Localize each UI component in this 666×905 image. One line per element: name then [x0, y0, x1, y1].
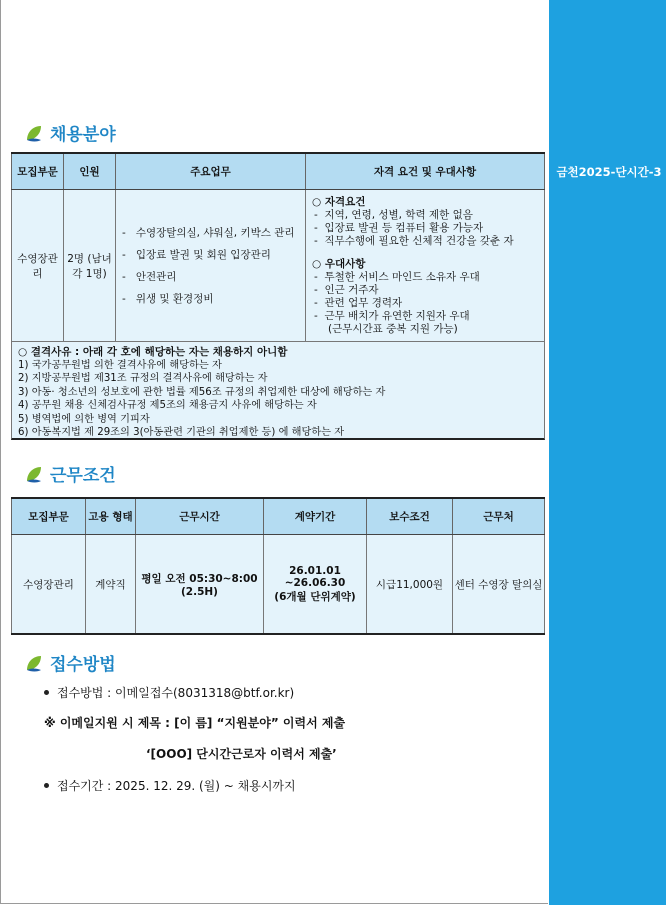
disqualification-item: 3) 아동· 청소년의 성보호에 관한 법률 제56조 규정의 취업제한 대상에 해당하는 자 — [18, 386, 386, 398]
header-dept: 모집부문 — [12, 153, 64, 190]
recruit-table — [11, 152, 545, 342]
document-code: 금천2025-단시간-3 — [556, 165, 662, 179]
section-label: 접수방법 — [50, 655, 116, 675]
duty-item: - 위생 및 환경정비 — [122, 292, 214, 305]
count-cell: 2명 (남녀 각 1명) — [64, 190, 116, 342]
disqualification-item: 4) 공무원 채용 신체검사규정 제5조의 채용금지 사유에 해당하는 자 — [18, 400, 317, 412]
recruit-row — [12, 190, 545, 342]
conditions-table — [11, 497, 545, 635]
duties-cell — [116, 190, 306, 342]
pay-cell: 시급11,000원 — [367, 535, 453, 635]
preference-note: (근무시간표 중복 지원 가능) — [328, 322, 458, 335]
duty-item: - 안전관리 — [122, 270, 177, 283]
qualification-item: - 직무수행에 필요한 신체적 건강을 갖춘 자 — [314, 234, 514, 247]
bullet-icon — [44, 690, 49, 695]
conditions-row — [12, 535, 545, 635]
header-period: 계약기간 — [264, 498, 367, 535]
section-title-conditions — [24, 461, 116, 486]
recruit-header-row — [12, 153, 545, 190]
section-label: 근무조건 — [50, 466, 116, 486]
preference-item: - 근무 배치가 유연한 지원자 우대 — [314, 309, 470, 322]
header-dept: 모집부문 — [12, 498, 86, 535]
disqualification-title: ○ 결격사유 : 아래 각 호에 해당하는 자는 채용하지 아니함 — [18, 346, 288, 358]
place-cell: 센터 수영장 탈의실 — [453, 535, 545, 635]
disqualification-item: 5) 병역법에 의한 병역 기피자 — [18, 413, 150, 425]
header-qualification: 자격 요건 및 우대사항 — [306, 153, 545, 190]
dept-cell: 수영장관리 — [12, 535, 86, 635]
section-title-apply — [24, 650, 116, 675]
leaf-icon — [24, 464, 44, 484]
bullet-icon — [44, 783, 49, 788]
side-band — [549, 0, 666, 905]
section-label: 채용분야 — [50, 125, 116, 145]
apply-title-note: ※ 이메일지원 시 제목 : [이 름] “지원분야” 이력서 제출 — [44, 716, 346, 730]
dept-cell: 수영장관리 — [12, 190, 64, 342]
section-title-recruit — [24, 120, 116, 145]
hours-cell: 평일 오전 05:30~8:00 (2.5H) — [136, 535, 264, 635]
employment-type-cell: 계약직 — [86, 535, 136, 635]
preference-title: ○ 우대사항 — [312, 257, 366, 270]
header-employment-type: 고용 형태 — [86, 498, 136, 535]
leaf-icon — [24, 653, 44, 673]
qualification-item: - 지역, 연령, 성별, 학력 제한 없음 — [314, 208, 473, 221]
qualification-cell — [306, 190, 545, 342]
header-place: 근무처 — [453, 498, 545, 535]
apply-method: 접수방법 : 이메일접수(8031318@btf.or.kr) — [44, 684, 294, 701]
preference-item: - 투철한 서비스 마인드 소유자 우대 — [314, 270, 480, 283]
duty-item: - 입장료 발권 및 회원 입장관리 — [122, 248, 271, 261]
header-count: 인원 — [64, 153, 116, 190]
period-cell: 26.01.01 ~26.06.30 (6개월 단위계약) — [264, 535, 367, 635]
leaf-icon — [24, 123, 44, 143]
header-pay: 보수조건 — [367, 498, 453, 535]
preference-item: - 인근 거주자 — [314, 283, 379, 296]
header-hours: 근무시간 — [136, 498, 264, 535]
disqualification-item: 1) 국가공무원법 의한 결격사유에 해당하는 자 — [18, 360, 222, 371]
qualification-item: - 입장료 발권 등 컴퓨터 활용 가능자 — [314, 221, 484, 234]
conditions-header-row — [12, 498, 545, 535]
header-duties: 주요업무 — [116, 153, 306, 190]
apply-period: 접수기간 : 2025. 12. 29. (월) ~ 채용시까지 — [44, 777, 296, 794]
preference-item: - 관련 업무 경력자 — [314, 296, 403, 309]
qualification-title: ○ 자격요건 — [312, 195, 366, 208]
disqualification-item: 2) 지방공무원법 제31조 규정의 결격사유에 해당하는 자 — [18, 373, 268, 385]
apply-title-example: ‘[OOO] 단시간근로자 이력서 제출’ — [146, 747, 337, 761]
disqualification-box — [11, 341, 545, 440]
duty-item: - 수영장탈의실, 샤워실, 키박스 관리 — [122, 226, 295, 239]
disqualification-item: 6) 아동복지법 제 29조의 3(아동관련 기관의 취업제한 등) 에 해당하는 자 — [18, 427, 345, 439]
